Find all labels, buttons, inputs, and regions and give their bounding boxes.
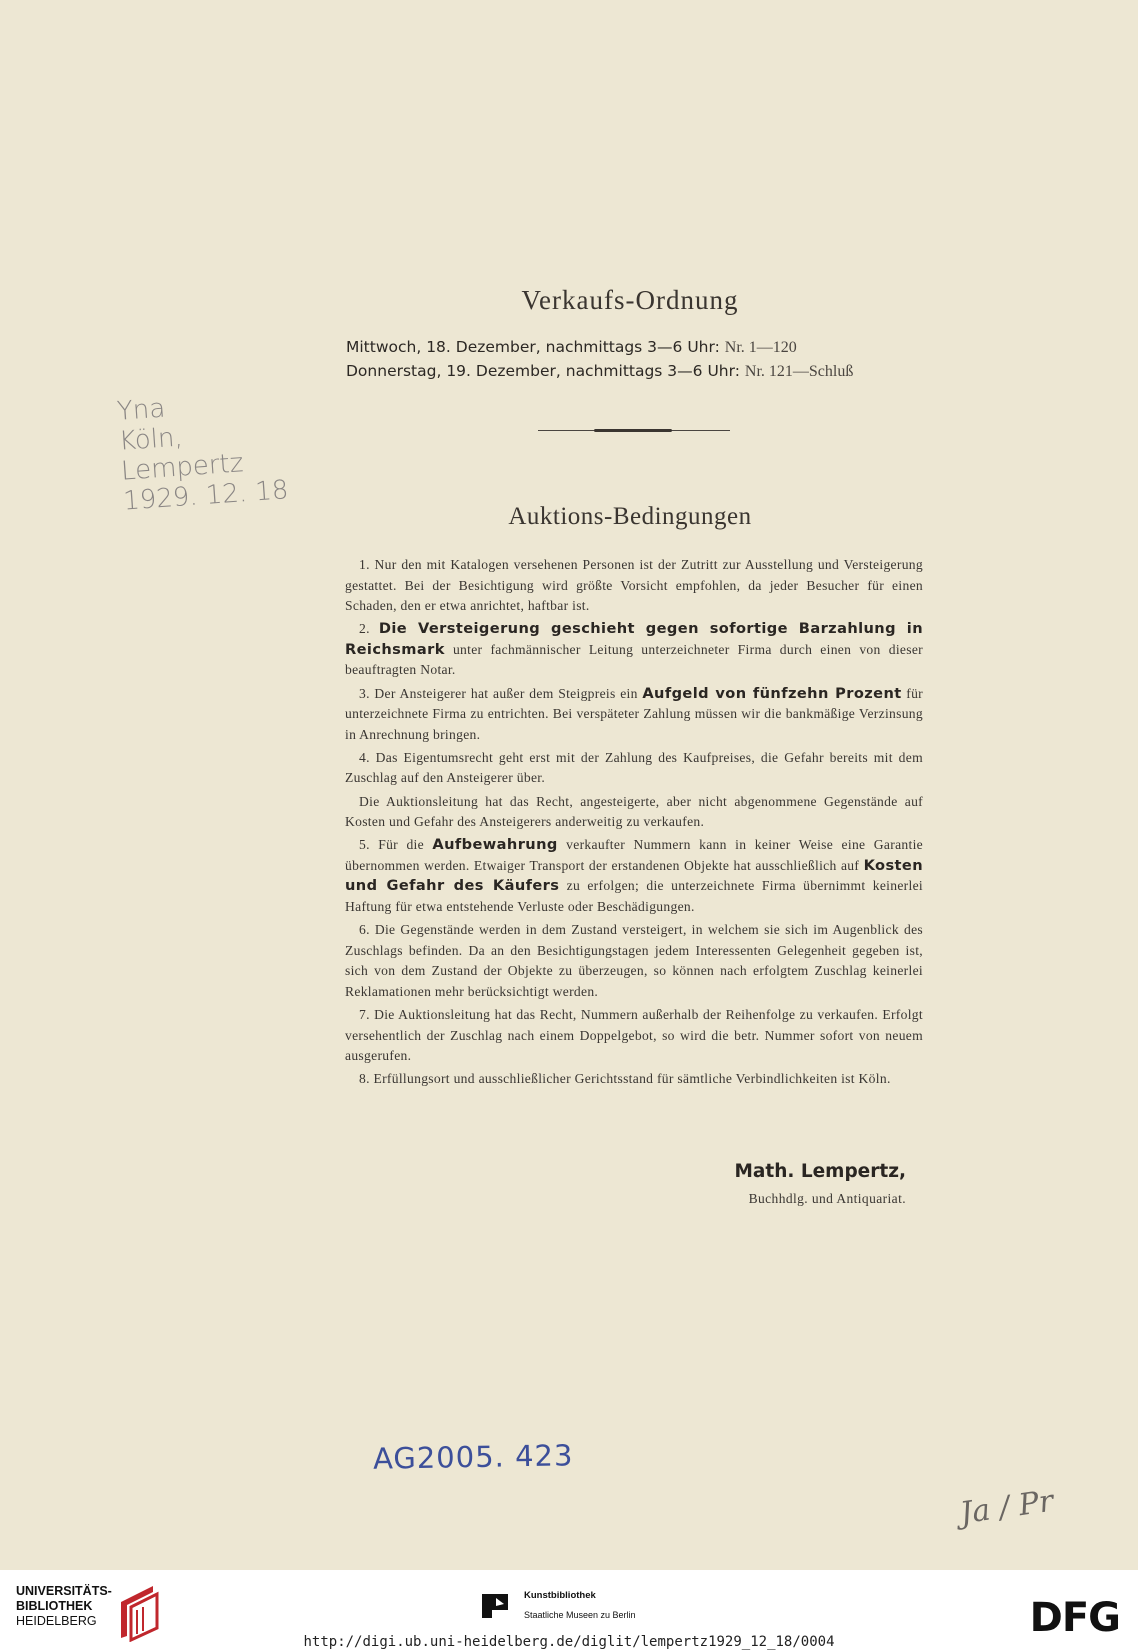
- condition-3-start: 3. Der Ansteigerer hat außer dem Steigpreis ein: [359, 685, 638, 701]
- condition-4: 4. Das Eigentumsrecht geht erst mit der Zahlung des Kaufpreises, die Gefahr bereits mit dem Zuschlag auf den Ansteigerer über.: [345, 749, 923, 786]
- schedule-line-2-text: Donnerstag, 19. Dezember, nachmittags 3—6 Uhr:: [346, 362, 740, 380]
- pencil-line-2: Köln,: [118, 422, 184, 457]
- condition-5-start: 5. Für die: [359, 837, 424, 853]
- kunstbibliothek-name: Kunstbibliothek: [524, 1590, 596, 1601]
- ub-heidelberg-logo-text[interactable]: [16, 1584, 112, 1629]
- ub-heidelberg-mark-icon: [113, 1580, 165, 1642]
- schedule-line-2-range: Nr. 121—Schluß: [744, 363, 854, 380]
- divider-rule: [538, 430, 730, 431]
- condition-3-emphasis: Aufgeld von fünfzehn Prozent: [642, 684, 902, 702]
- condition-4b: Die Auktionsleitung hat das Recht, angesteigerte, aber nicht abgenommene Gegenstände auf Kosten und Gefahr des Ansteigerers anderweitig zu verkaufen.: [345, 793, 923, 830]
- condition-3-rest: für unterzeichnete Firma zu entrichten. Bei verspäteter Zahlung müssen wir die bankmäßige Verzinsung in Anrechnung bringen.: [345, 685, 924, 742]
- dfg-logo[interactable]: DFG: [1029, 1595, 1120, 1641]
- condition-2-rest: unter fachmännischer Leitung unterzeichneter Firma durch einen von dieser beauftragten Notar.: [345, 641, 923, 678]
- kunstbibliothek-icon: [482, 1594, 508, 1618]
- auction-conditions-title: Auktions-Bedingungen: [508, 503, 752, 530]
- kunstbibliothek-subtitle: Staatliche Museen zu Berlin: [524, 1610, 636, 1620]
- schedule-line-2: [346, 362, 853, 381]
- initials-annotation: Ja / Pr: [958, 1483, 1056, 1532]
- condition-6: 6. Die Gegenstände werden in dem Zustand versteigert, in welchem sie sich im Augenblick des Zuschlags befinden. Da an den Besichtigungstagen jedem Interessenten Gelegenheit gegeben ist, sich von dem Zustand der Objekte zu überzeugen, so können nach erfolgtem Zuschlag keinerlei Reklamationen mehr berücksichtigt werden.: [345, 922, 923, 999]
- signature-name: Math. Lempertz,: [734, 1161, 906, 1182]
- condition-5-emphasis-1: Aufbewahrung: [432, 836, 558, 854]
- condition-5-rest: zu erfolgen; die unterzeichnete Firma übernimmt keinerlei Haftung für etwa entstehende Verluste oder Beschädigungen.: [345, 878, 923, 914]
- schedule-line-1: [346, 338, 797, 357]
- pencil-line-1: Yna: [115, 393, 167, 427]
- condition-1: 1. Nur den mit Katalogen versehenen Personen ist der Zutritt zur Ausstellung und Versteigerung gestattet. Bei der Besichtigung wird größte Vorsicht empfohlen, da jeder Besucher für einen Schaden, den er etwa anrichtet, haftbar ist.: [345, 557, 923, 614]
- conditions-text: [345, 555, 923, 1092]
- condition-5: [345, 835, 923, 917]
- condition-3: [345, 684, 923, 746]
- condition-5-emphasis-2: Kosten und Gefahr des Käufers: [345, 856, 923, 895]
- condition-2-emphasis: Die Versteigerung geschieht gegen sofortige Barzahlung in Reichsmark: [345, 620, 923, 658]
- signature-subtitle: Buchhdlg. und Antiquariat.: [748, 1191, 906, 1206]
- condition-2: [345, 619, 923, 681]
- pencil-line-4: 1929. 12. 18: [122, 474, 290, 517]
- schedule-line-1-range: Nr. 1—120: [724, 339, 797, 356]
- ub-line-2: BIBLIOTHEK: [16, 1599, 93, 1613]
- pencil-line-3: Lempertz: [120, 448, 245, 487]
- condition-8: 8. Erfüllungsort und ausschließlicher Gerichtsstand für sämtliche Verbindlichkeiten ist Köln.: [359, 1071, 891, 1087]
- schedule-line-1-text: Mittwoch, 18. Dezember, nachmittags 3—6 Uhr:: [346, 338, 720, 356]
- condition-5-mid: verkaufter Nummern kann in keiner Weise eine Garantie übernommen werden. Etwaiger Transport der erstandenen Objekte hat ausschließlich auf: [345, 837, 924, 873]
- sale-rules-title: Verkaufs-Ordnung: [521, 285, 739, 315]
- condition-7: 7. Die Auktionsleitung hat das Recht, Nummern außerhalb der Reihenfolge zu verkaufen. Erfolgt versehentlich der Zuschlag nach einem Doppelgebot, so wird die betr. Nummer sofort von neuem ausgerufen.: [345, 1006, 923, 1064]
- accession-number: AG2005. 423: [372, 1438, 574, 1476]
- page-url[interactable]: http://digi.ub.uni-heidelberg.de/diglit/lempertz1929_12_18/0004: [303, 1634, 835, 1650]
- ub-line-3: HEIDELBERG: [16, 1614, 97, 1628]
- ub-line-1: UNIVERSITÄTS-: [16, 1584, 112, 1598]
- pencil-annotation: [116, 386, 289, 517]
- condition-2-number: 2.: [359, 621, 370, 637]
